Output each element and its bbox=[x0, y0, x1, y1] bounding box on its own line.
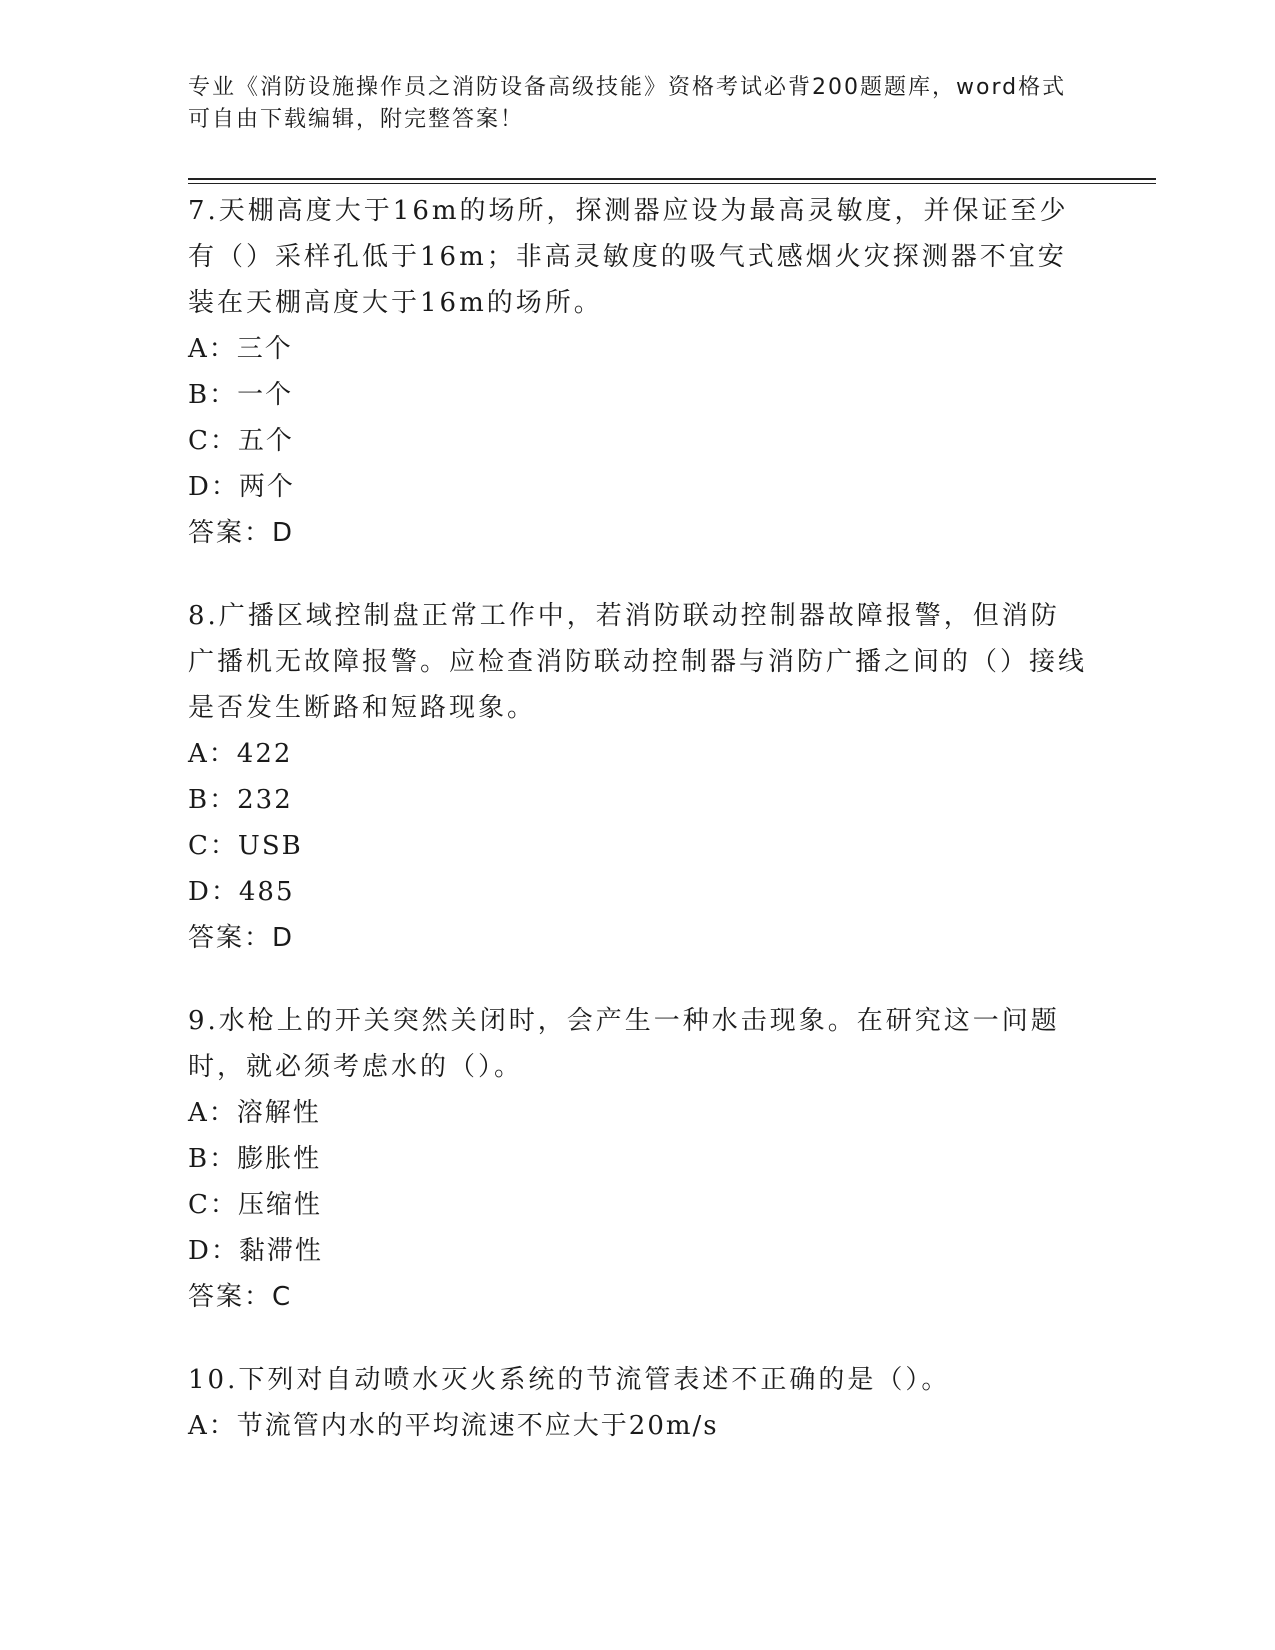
option-b bbox=[188, 777, 1088, 823]
option-letter: A： bbox=[188, 1098, 237, 1128]
option-text: USB bbox=[237, 831, 303, 861]
option-d bbox=[188, 1228, 1088, 1274]
option-c bbox=[188, 1182, 1088, 1228]
question-stem: 8.广播区域控制盘正常工作中，若消防联动控制器故障报警，但消防广播机无故障报警。应检查消防联动控制器与消防广播之间的（）接线是否发生断路和短路现象。 bbox=[188, 601, 1088, 723]
question-9 bbox=[188, 998, 1088, 1320]
header-divider-thick bbox=[188, 178, 1156, 180]
option-letter: A： bbox=[188, 334, 237, 364]
header-divider-thin bbox=[188, 183, 1156, 184]
option-text: 232 bbox=[237, 785, 293, 815]
option-text: 485 bbox=[238, 877, 295, 907]
option-text: 节流管内水的平均流速不应大于20m/s bbox=[236, 1411, 719, 1441]
option-text: 422 bbox=[236, 739, 293, 769]
question-8 bbox=[188, 593, 1088, 961]
option-letter: B： bbox=[188, 380, 238, 410]
option-text: 黏滞性 bbox=[238, 1236, 323, 1266]
option-a bbox=[188, 731, 1088, 777]
option-a bbox=[188, 326, 1088, 372]
option-letter: D： bbox=[188, 472, 239, 502]
option-text: 五个 bbox=[237, 426, 294, 456]
answer-line: 答案：D bbox=[188, 518, 295, 548]
question-stem: 9.水枪上的开关突然关闭时，会产生一种水击现象。在研究这一问题时，就必须考虑水的（）。 bbox=[188, 1006, 1060, 1082]
question-stem: 10.下列对自动喷水灭火系统的节流管表述不正确的是（）。 bbox=[188, 1365, 951, 1395]
option-letter: B： bbox=[188, 1144, 238, 1174]
option-letter: A： bbox=[188, 739, 237, 769]
question-list bbox=[188, 188, 1088, 1486]
option-d bbox=[188, 464, 1088, 510]
question-10 bbox=[188, 1357, 1088, 1449]
option-letter: D： bbox=[188, 1236, 239, 1266]
option-letter: C： bbox=[188, 831, 238, 861]
option-letter: D： bbox=[188, 877, 239, 907]
answer-line: 答案：C bbox=[188, 1282, 293, 1312]
option-b bbox=[188, 1136, 1088, 1182]
option-d bbox=[188, 869, 1088, 915]
document-header: 专业《消防设施操作员之消防设备高级技能》资格考试必背200题题库，word格式可自由下载编辑，附完整答案！ bbox=[188, 75, 1067, 132]
option-text: 膨胀性 bbox=[237, 1144, 322, 1174]
option-letter: C： bbox=[188, 1190, 238, 1220]
option-b bbox=[188, 372, 1088, 418]
option-c bbox=[188, 418, 1088, 464]
option-text: 两个 bbox=[238, 472, 295, 502]
question-7 bbox=[188, 188, 1088, 556]
question-stem: 7.天棚高度大于16m的场所，探测器应设为最高灵敏度，并保证至少有（）采样孔低于16m；非高灵敏度的吸气式感烟火灾探测器不宜安装在天棚高度大于16m的场所。 bbox=[188, 196, 1069, 318]
option-a bbox=[188, 1090, 1088, 1136]
option-a bbox=[188, 1403, 1088, 1449]
option-text: 三个 bbox=[236, 334, 293, 364]
option-letter: C： bbox=[188, 426, 238, 456]
option-letter: B： bbox=[188, 785, 238, 815]
option-text: 压缩性 bbox=[237, 1190, 322, 1220]
answer-line: 答案：D bbox=[188, 923, 295, 953]
option-letter: A： bbox=[188, 1411, 237, 1441]
option-text: 溶解性 bbox=[236, 1098, 321, 1128]
option-c bbox=[188, 823, 1088, 869]
option-text: 一个 bbox=[237, 380, 294, 410]
